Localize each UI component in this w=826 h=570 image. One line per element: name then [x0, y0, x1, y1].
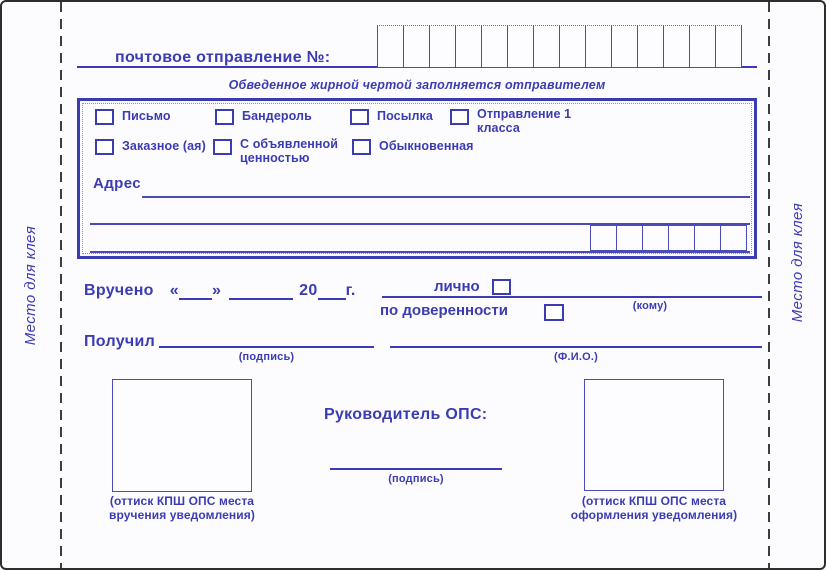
option-otpravlenie-1-klassa — [450, 107, 572, 135]
index-cell[interactable] — [642, 225, 669, 251]
index-cell[interactable] — [668, 225, 695, 251]
option-posylka — [350, 109, 433, 125]
number-cell[interactable] — [377, 25, 404, 68]
zakaznoe-checkbox[interactable] — [95, 139, 114, 155]
to-whom-line[interactable] — [382, 296, 762, 298]
year-prefix: 20 — [299, 282, 318, 299]
posylka-checkbox[interactable] — [350, 109, 369, 125]
postal-number-boxes — [377, 25, 742, 68]
option-banderol — [215, 109, 312, 125]
day-field[interactable] — [179, 284, 212, 300]
option-label-obyknovennaya: Обыкновенная — [379, 139, 474, 153]
number-cell[interactable] — [585, 25, 612, 68]
address-label: Адрес — [93, 175, 142, 192]
number-cell[interactable] — [611, 25, 638, 68]
number-cell[interactable] — [507, 25, 534, 68]
year-suffix: г. — [345, 282, 356, 299]
option-label-pismo: Письмо — [122, 109, 171, 123]
postal-index-boxes — [590, 225, 747, 251]
delivered-row — [84, 282, 356, 300]
received-label: Получил — [84, 333, 156, 350]
option-zakaznoe — [95, 139, 206, 155]
delivery-stamp-caption: (оттиск КПШ ОПС места вручения уведомления) — [109, 494, 255, 523]
number-cell[interactable] — [715, 25, 742, 68]
month-field[interactable] — [229, 284, 293, 300]
glue-label-left: Место для клея — [22, 225, 40, 345]
number-cell[interactable] — [663, 25, 690, 68]
s-obyavlennoy-cennostyu-checkbox[interactable] — [213, 139, 232, 155]
pismo-checkbox[interactable] — [95, 109, 114, 125]
option-label-banderol: Бандероль — [242, 109, 312, 123]
option-label-otpravlenie-1-klassa: Отправление 1 класса — [477, 107, 572, 135]
personally-checkbox[interactable] — [492, 279, 511, 295]
delivered-label: Вручено — [84, 282, 154, 299]
address-line-1[interactable] — [142, 196, 750, 198]
recipient-fio-line[interactable] — [390, 346, 762, 348]
by-proxy-label: по доверенности — [380, 302, 508, 319]
number-cell[interactable] — [689, 25, 716, 68]
glue-strip-right — [770, 2, 826, 522]
year-field[interactable] — [318, 284, 346, 300]
option-label-posylka: Посылка — [377, 109, 433, 123]
recipient-signature-caption: (подпись) — [238, 351, 295, 363]
option-s-obyavlennoy-cennostyu — [213, 137, 350, 165]
sender-section-box — [77, 98, 757, 259]
sender-instruction: Обведенное жирной чертой заполняется отправителем — [228, 78, 606, 92]
index-cell[interactable] — [720, 225, 747, 251]
banderol-checkbox[interactable] — [215, 109, 234, 125]
processing-stamp-caption: (оттиск КПШ ОПС места оформления уведомления) — [570, 494, 738, 523]
address-line-3[interactable] — [90, 251, 750, 253]
recipient-fio-caption: (Ф.И.О.) — [554, 351, 598, 363]
obyknovennaya-checkbox[interactable] — [352, 139, 371, 155]
head-ops-signature-caption: (подпись) — [388, 473, 444, 485]
number-cell[interactable] — [481, 25, 508, 68]
delivery-stamp-box[interactable] — [112, 379, 252, 492]
number-cell[interactable] — [403, 25, 430, 68]
to-whom-caption: (кому) — [632, 300, 668, 312]
option-obyknovennaya — [352, 139, 474, 155]
otpravlenie-1-klassa-checkbox[interactable] — [450, 109, 469, 125]
fold-line-left — [60, 2, 62, 568]
option-pismo — [95, 109, 171, 125]
number-cell[interactable] — [533, 25, 560, 68]
recipient-signature-line[interactable] — [159, 346, 374, 348]
option-label-zakaznoe: Заказное (ая) — [122, 139, 206, 153]
index-cell[interactable] — [590, 225, 617, 251]
number-cell[interactable] — [559, 25, 586, 68]
index-cell[interactable] — [616, 225, 643, 251]
open-quote: « — [169, 282, 179, 299]
processing-stamp-box[interactable] — [584, 379, 724, 491]
number-cell[interactable] — [429, 25, 456, 68]
close-quote: » — [211, 282, 222, 299]
index-cell[interactable] — [694, 225, 721, 251]
fold-line-right — [768, 2, 770, 568]
personally-label: лично — [434, 278, 480, 295]
by-proxy-checkbox[interactable] — [544, 304, 564, 321]
glue-strip-left — [2, 2, 60, 568]
number-cell[interactable] — [455, 25, 482, 68]
option-label-s-obyavlennoy-cennostyu: С объявленной ценностью — [240, 137, 339, 165]
postal-item-number-label: почтовое отправление №: — [115, 49, 331, 66]
head-ops-signature-line[interactable] — [330, 468, 502, 470]
head-ops-label: Руководитель ОПС: — [324, 406, 488, 423]
glue-label-right: Место для клея — [789, 202, 807, 322]
number-cell[interactable] — [637, 25, 664, 68]
